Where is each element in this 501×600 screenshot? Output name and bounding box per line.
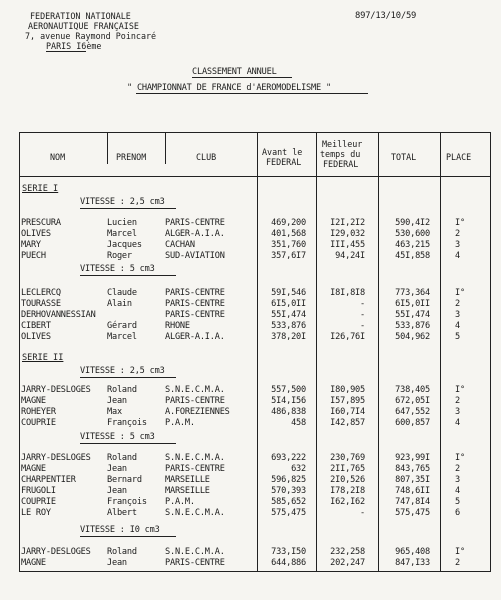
header-meilleur-line2: temps du [320,149,361,159]
vitesse-heading: VITESSE : 5 cm3 [80,432,155,442]
table-row [0,385,501,395]
table-row [0,558,501,568]
org-line1: FEDERATION NATIONALE [30,11,131,21]
competitor-name: MAGNE [21,464,46,474]
competitor-club: CACHAN [165,240,195,250]
competitor-firstname: Bernard [107,475,142,485]
org-underline [46,51,86,52]
competitor-firstname: Jean [107,558,127,568]
table-row [0,251,501,261]
competitor-name: TOURASSE [21,299,61,309]
competitor-club: P.A.M. [165,418,195,428]
table-row [0,321,501,331]
competitor-club: MARSEILLE [165,475,210,485]
competitor-place: 2 [455,229,460,239]
header-prenom: PRENOM [116,152,147,162]
score-meilleur-temps: - [360,321,365,331]
score-total: 965,408 [395,547,430,557]
competitor-club: S.N.E.C.M.A. [165,547,225,557]
competitor-club: A.FOREZIENNES [165,407,230,417]
competitor-firstname: Roland [107,453,137,463]
score-meilleur-temps: III,455 [330,240,365,250]
header-avant-line1: Avant le [262,147,303,157]
competitor-name: COUPRIE [21,497,56,507]
header-total: TOTAL [391,152,417,162]
score-avant-federal: 693,222 [271,453,306,463]
title-underline [192,77,292,78]
competitor-firstname: Roland [107,385,137,395]
score-total: 843,765 [395,464,430,474]
score-avant-federal: 486,838 [271,407,306,417]
competitor-firstname: Marcel [107,332,137,342]
table-row [0,288,501,298]
score-meilleur-temps: I60,7I4 [330,407,365,417]
competitor-name: FRUGOLI [21,486,56,496]
score-total: 672,05I [395,396,430,406]
competitor-firstname: Jean [107,396,127,406]
score-avant-federal: 59I,546 [271,288,306,298]
table-row [0,418,501,428]
competitor-place: 2 [455,464,460,474]
competitor-place: 3 [455,310,460,320]
score-avant-federal: 733,I50 [271,547,306,557]
competitor-name: LE ROY [21,508,51,518]
score-total: 55I,474 [395,310,430,320]
vitesse-heading: VITESSE : 2,5 cm3 [80,366,165,376]
table-row [0,453,501,463]
header-meilleur-line3: FEDERAL [323,159,359,169]
score-total: 738,405 [395,385,430,395]
vitesse-underline [80,275,176,276]
score-total: 600,857 [395,418,430,428]
score-total: 807,35I [395,475,430,485]
competitor-place: I° [455,547,465,557]
competitor-club: MARSEILLE [165,486,210,496]
competitor-club: PARIS-CENTRE [165,299,225,309]
col-divider-prenom [107,132,108,164]
score-avant-federal: 378,20I [271,332,306,342]
table-row [0,332,501,342]
vitesse-underline [80,377,176,378]
competitor-name: CHARPENTIER [21,475,76,485]
score-total: 590,4I2 [395,218,430,228]
competitor-place: 4 [455,251,460,261]
competitor-club: PARIS-CENTRE [165,310,225,320]
competitor-club: PARIS-CENTRE [165,218,225,228]
competitor-place: I° [455,218,465,228]
header-avant-line2: FEDERAL [266,157,302,167]
competitor-name: JARRY-DESLOGES [21,453,91,463]
score-total: 647,552 [395,407,430,417]
table-row [0,486,501,496]
score-meilleur-temps: 202,247 [330,558,365,568]
competitor-name: JARRY-DESLOGES [21,547,91,557]
competitor-name: LECLERCQ [21,288,61,298]
competitor-place: I° [455,288,465,298]
vitesse-underline [80,536,176,537]
vitesse-heading: VITESSE : I0 cm3 [80,525,160,535]
competitor-firstname: Marcel [107,229,137,239]
competitor-firstname: Roger [107,251,132,261]
competitor-name: CIBERT [21,321,51,331]
competitor-firstname: François [107,418,147,428]
competitor-club: PARIS-CENTRE [165,464,225,474]
competitor-firstname: Jean [107,486,127,496]
table-row [0,396,501,406]
org-line3: 7, avenue Raymond Poincaré [25,31,157,41]
competitor-firstname: Claude [107,288,137,298]
score-total: 463,215 [395,240,430,250]
competitor-place: 6 [455,508,460,518]
col-divider-club [165,132,166,164]
score-avant-federal: 55I,474 [271,310,306,320]
competitor-place: 5 [455,497,460,507]
competitor-place: 3 [455,240,460,250]
header-meilleur-line1: Meilleur [322,139,363,149]
competitor-place: I° [455,385,465,395]
competitor-place: 2 [455,299,460,309]
header-bottom-rule [19,176,491,177]
score-meilleur-temps: I57,895 [330,396,365,406]
competitor-name: JARRY-DESLOGES [21,385,91,395]
competitor-name: ROHEYER [21,407,56,417]
score-meilleur-temps: I8I,8I8 [330,288,365,298]
score-meilleur-temps: I80,905 [330,385,365,395]
org-line2: AERONAUTIQUE FRANÇAISE [28,21,139,31]
series-heading-text: SERIE II [22,353,64,363]
score-meilleur-temps: - [360,299,365,309]
competitor-club: S.N.E.C.M.A. [165,508,225,518]
score-total: 747,8I4 [395,497,430,507]
score-total: 847,I33 [395,558,430,568]
score-avant-federal: 533,876 [271,321,306,331]
score-meilleur-temps: I62,I62 [330,497,365,507]
score-meilleur-temps: - [360,310,365,320]
header-club: CLUB [196,152,217,162]
score-meilleur-temps: I2I,2I2 [330,218,365,228]
competitor-place: 3 [455,407,460,417]
header-nom: NOM [50,152,66,162]
score-meilleur-temps: 2I0,526 [330,475,365,485]
table-row [0,299,501,309]
table-row [0,240,501,250]
table-row [0,407,501,417]
score-meilleur-temps: I42,857 [330,418,365,428]
score-avant-federal: 644,886 [271,558,306,568]
competitor-firstname: Lucien [107,218,137,228]
score-avant-federal: 5I4,I56 [271,396,306,406]
competitor-firstname: Roland [107,547,137,557]
score-total: 748,6II [395,486,430,496]
score-total: 45I,858 [395,251,430,261]
competitor-firstname: Jacques [107,240,142,250]
score-meilleur-temps: 94,24I [335,251,365,261]
document-title: CLASSEMENT ANNUEL [192,67,277,77]
score-total: 923,99I [395,453,430,463]
competitor-club: S.N.E.C.M.A. [165,385,225,395]
table-row [0,475,501,485]
score-avant-federal: 575,475 [271,508,306,518]
score-meilleur-temps: 2II,765 [330,464,365,474]
competitor-club: ALGER-A.I.A. [165,229,225,239]
competitor-club: PARIS-CENTRE [165,558,225,568]
score-avant-federal: 632 [291,464,306,474]
competitor-name: COUPRIE [21,418,56,428]
competitor-place: 4 [455,321,460,331]
vitesse-heading: VITESSE : 5 cm3 [80,264,155,274]
vitesse-heading: VITESSE : 2,5 cm3 [80,197,165,207]
competitor-place: 4 [455,486,460,496]
table-row [0,310,501,320]
competitor-name: MARY [21,240,41,250]
competitor-club: RHONE [165,321,190,331]
competitor-place: 4 [455,418,460,428]
competitor-club: SUD-AVIATION [165,251,225,261]
org-line4: PARIS I6ème [46,41,102,51]
competitor-club: P.A.M. [165,497,195,507]
score-total: 773,364 [395,288,430,298]
table-row [0,497,501,507]
competitor-firstname: Max [107,407,122,417]
table-row [0,218,501,228]
competitor-place: 5 [455,332,460,342]
table-row [0,229,501,239]
table-row [0,464,501,474]
score-avant-federal: 585,652 [271,497,306,507]
competitor-place: 2 [455,558,460,568]
score-avant-federal: 401,568 [271,229,306,239]
score-meilleur-temps: 230,769 [330,453,365,463]
score-total: 575,475 [395,508,430,518]
competitor-firstname: Jean [107,464,127,474]
competitor-club: PARIS-CENTRE [165,288,225,298]
competitor-firstname: François [107,497,147,507]
header-place: PLACE [446,152,472,162]
score-total: 533,876 [395,321,430,331]
score-meilleur-temps: I78,2I8 [330,486,365,496]
competitor-club: S.N.E.C.M.A. [165,453,225,463]
competitor-place: 2 [455,396,460,406]
vitesse-underline [80,443,176,444]
table-row [0,508,501,518]
score-meilleur-temps: I26,76I [330,332,365,342]
score-avant-federal: 458 [291,418,306,428]
subtitle-underline [136,93,368,94]
table-row [0,547,501,557]
competitor-firstname: Gérard [107,321,137,331]
score-avant-federal: 557,500 [271,385,306,395]
score-avant-federal: 351,760 [271,240,306,250]
score-avant-federal: 6I5,0II [271,299,306,309]
competitor-name: PRESCURA [21,218,61,228]
series-heading [22,184,58,194]
competitor-name: MAGNE [21,558,46,568]
competitor-name: OLIVES [21,229,51,239]
document-subtitle: " CHAMPIONNAT DE FRANCE d'AEROMODELISME " [127,83,331,93]
competitor-name: MAGNE [21,396,46,406]
score-total: 6I5,0II [395,299,430,309]
competitor-place: 3 [455,475,460,485]
competitor-firstname: Alain [107,299,132,309]
competitor-name: PUECH [21,251,46,261]
score-avant-federal: 469,200 [271,218,306,228]
competitor-place: I° [455,453,465,463]
score-total: 504,962 [395,332,430,342]
competitor-club: ALGER-A.I.A. [165,332,225,342]
score-meilleur-temps: I29,032 [330,229,365,239]
competitor-name: OLIVES [21,332,51,342]
series-heading [22,353,63,363]
competitor-firstname: Albert [107,508,137,518]
competitor-club: PARIS-CENTRE [165,396,225,406]
competitor-name: DERHOVANNESSIAN [21,310,96,320]
score-meilleur-temps: - [360,508,365,518]
vitesse-underline [80,208,176,209]
score-meilleur-temps: 232,258 [330,547,365,557]
reference-number: 897/13/10/59 [355,11,417,21]
score-avant-federal: 357,6I7 [271,251,306,261]
series-heading-text: SERIE I [22,184,59,194]
score-avant-federal: 570,393 [271,486,306,496]
score-avant-federal: 596,825 [271,475,306,485]
score-total: 530,600 [395,229,430,239]
